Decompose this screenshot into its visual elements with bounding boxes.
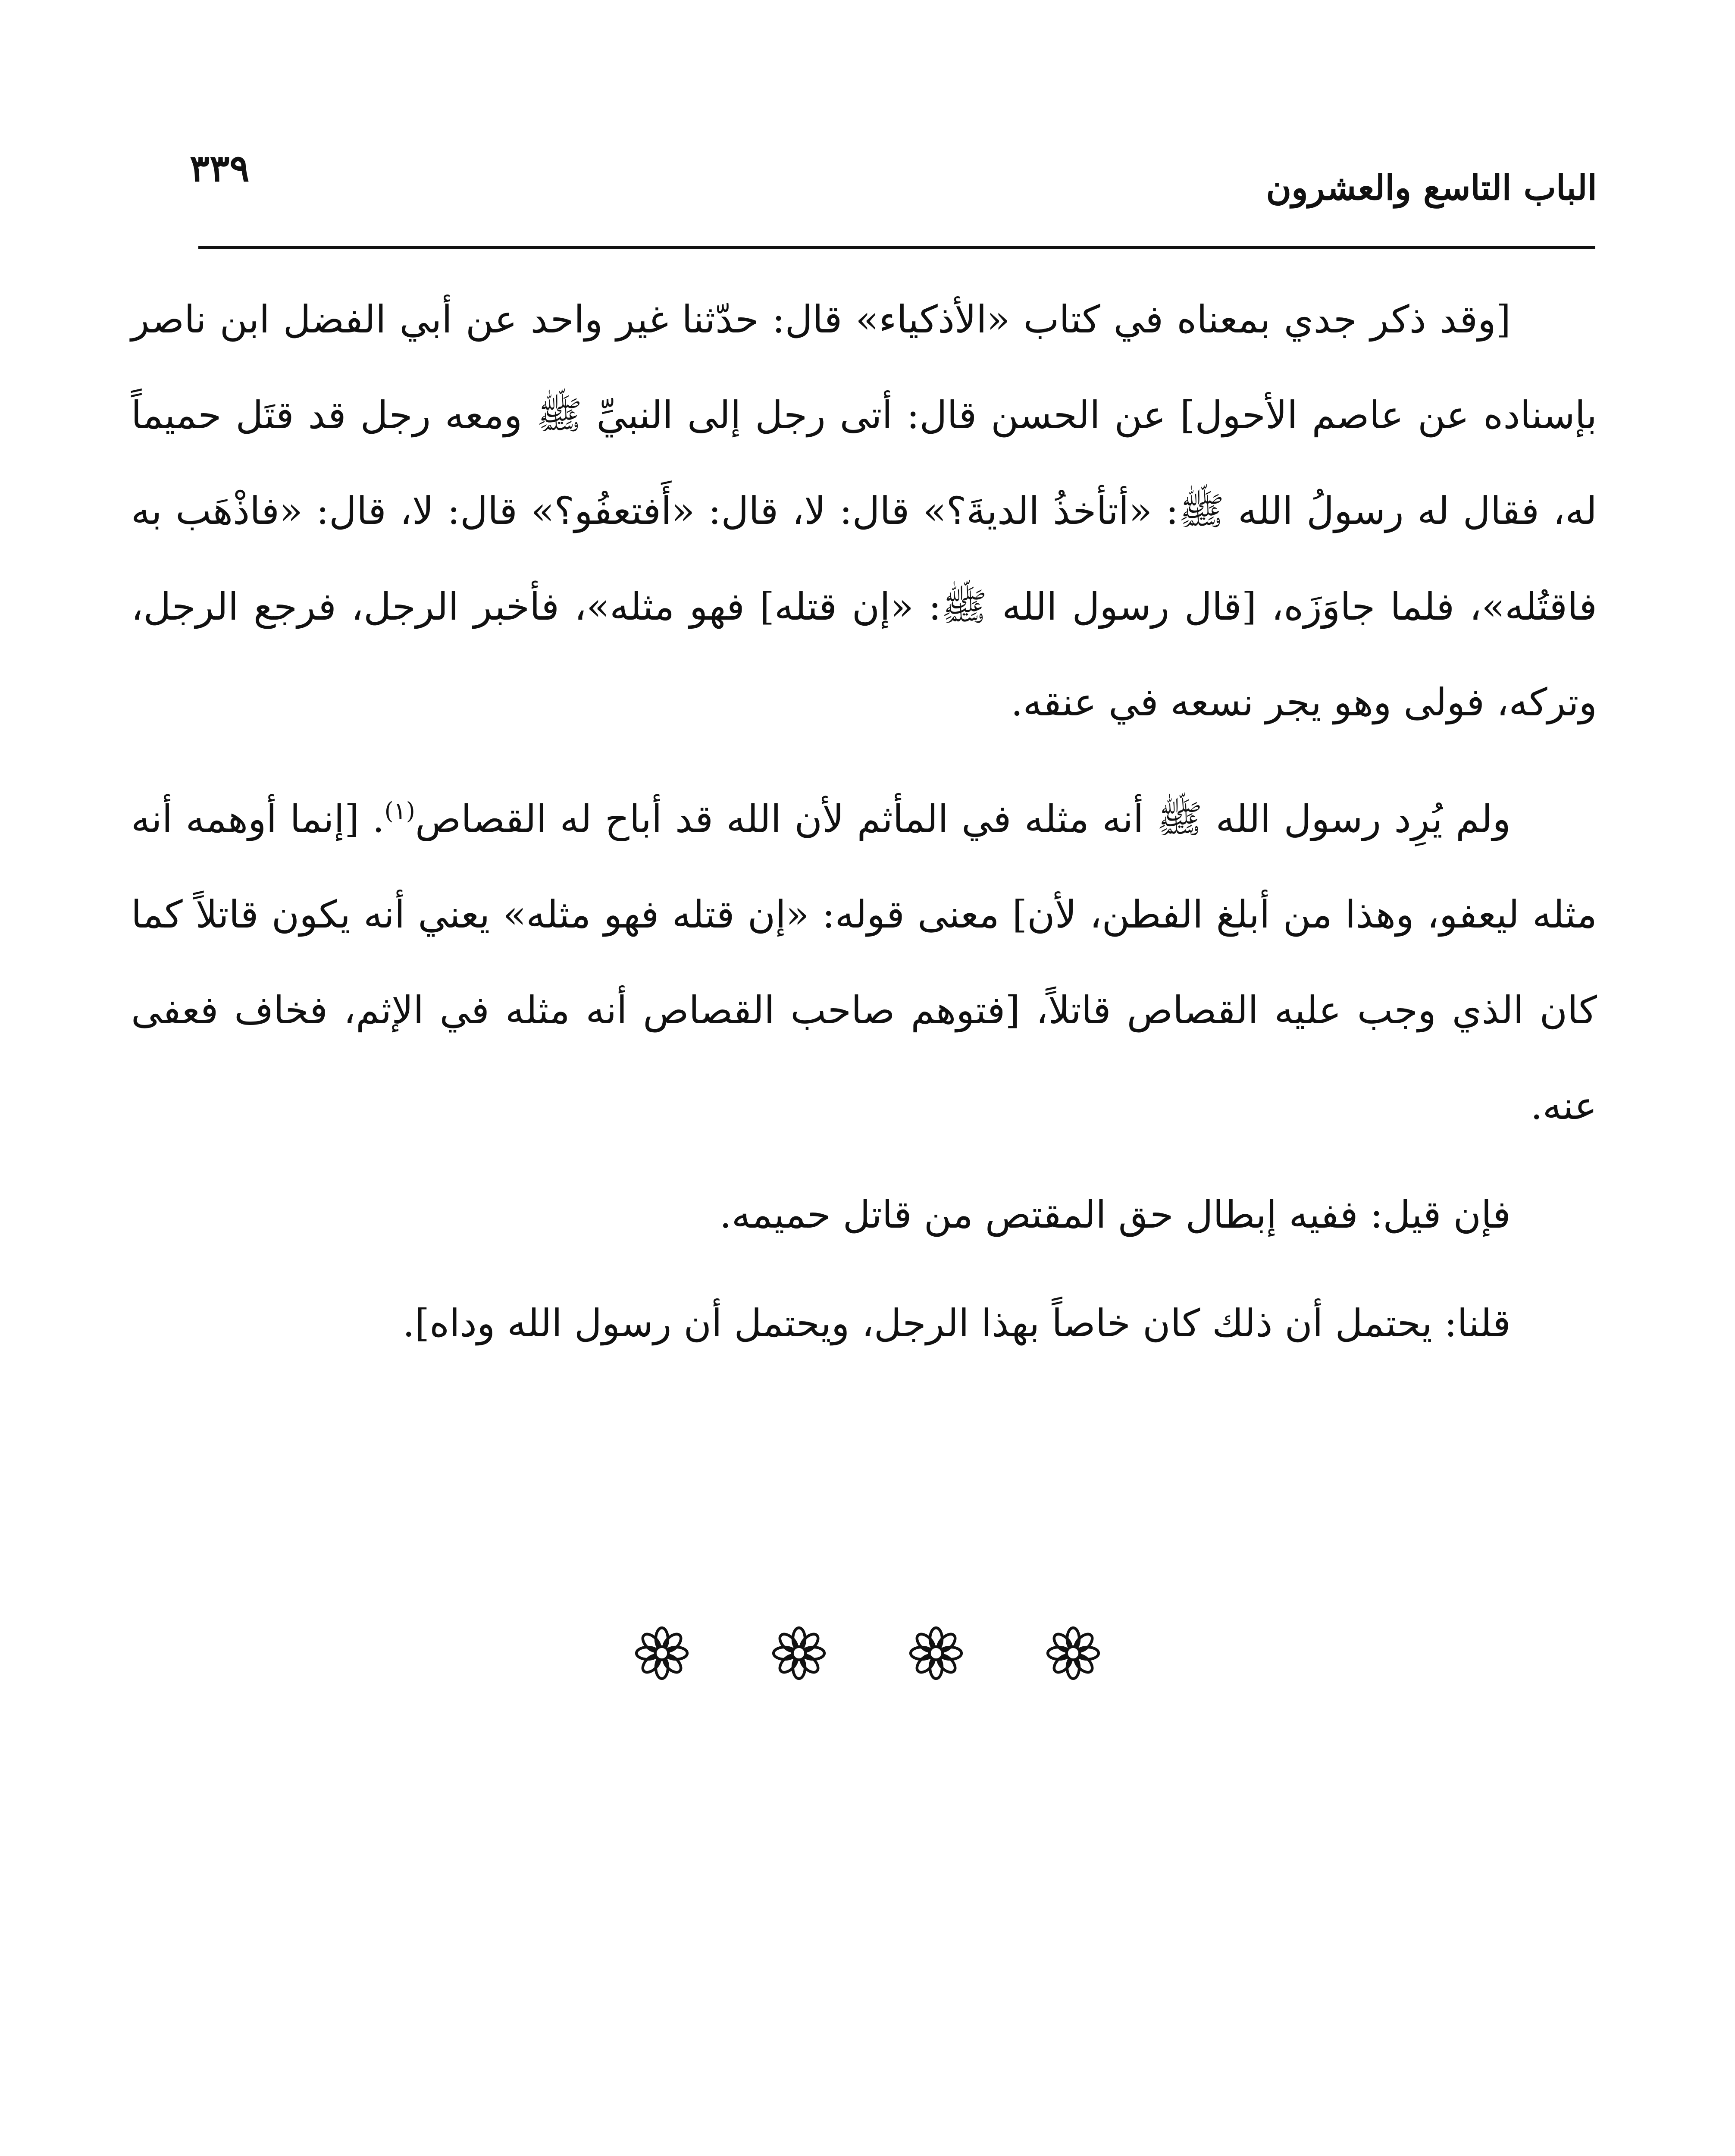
paragraph-2-part-b: . [إنما أوهمه أنه مثله ليعفو، وهذا من أبلغ الفطن، لأن] معنى قوله: «إن قتله فهو مثله» يعني أنه يكون قاتلاً كما كان الذي وجب عليه القصاص قاتلاً، [فتوهم صاحب القصاص أنه مثله في الإثم، فخاف فعفى عنه. <box>131 796 1597 1128</box>
header-rule <box>198 246 1595 249</box>
section-end-ornaments <box>0 1626 1735 1681</box>
page-number: ٣٣٩ <box>190 147 250 190</box>
floral-ornament-icon <box>1046 1626 1101 1681</box>
main-text <box>131 272 1597 1371</box>
floral-ornament-icon <box>908 1626 964 1681</box>
footnote-reference[interactable]: (١) <box>384 797 415 824</box>
paragraph-2-part-a: ولم يُرِد رسول الله ﷺ أنه مثله في المأثم لأن الله قد أباح له القصاص <box>415 796 1511 841</box>
floral-ornament-icon <box>771 1626 827 1681</box>
floral-ornament-icon <box>634 1626 689 1681</box>
running-title: الباب التاسع والعشرون <box>1266 167 1597 208</box>
paragraph-4: قلنا: يحتمل أن ذلك كان خاصاً بهذا الرجل، ويحتمل أن رسول الله وداه]. <box>402 1301 1511 1346</box>
paragraph-1: [وقد ذكر جدي بمعناه في كتاب «الأذكياء» قال: حدّثنا غير واحد عن أبي الفضل ابن ناصر بإسناده عن عاصم الأحول] عن الحسن قال: أتى رجل إلى النبيِّ ﷺ ومعه رجل قد قتَل حميماً له، فقال له رسولُ الله ﷺ: «أتأخذُ الديةَ؟» قال: لا، قال: «أَفتعفُو؟» قال: لا، قال: «فاذْهَب به فاقتُله»، فلما جاوَزَه، [قال رسول الله ﷺ: «إن قتله] فهو مثله»، فأخبر الرجل، فرجع الرجل، وتركه، فولى وهو يجر نسعه في عنقه. <box>131 297 1597 724</box>
paragraph-3: فإن قيل: ففيه إبطال حق المقتص من قاتل حميمه. <box>719 1192 1511 1237</box>
paragraph-2 <box>131 763 1597 1154</box>
